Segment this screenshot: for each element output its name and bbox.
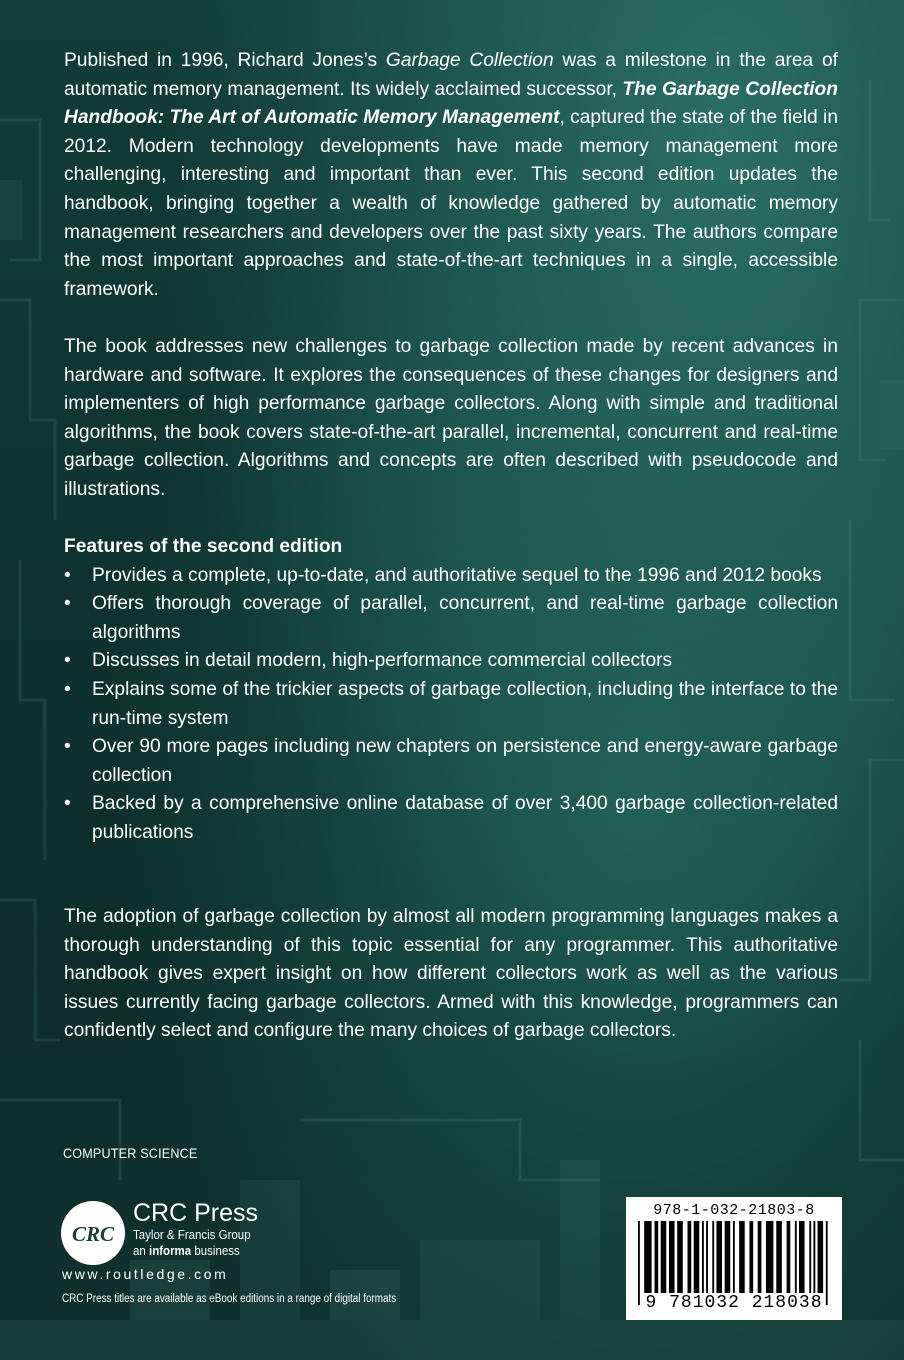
handbook-title: The Garbage Collection Handbook: The Art of Automatic Memory Management: [64, 78, 838, 129]
intro-text-end: , captured the state of the field in 2012. Modern technology developments have made memory management more challenging, interesting and important than ever. This second edition updates the handbook, bringing together a wealth of knowledge gathered by automatic memory management researchers and developers over the past sixty years. The authors compare the most important approaches and state-of-the-art techniques in a single, accessible framework.: [64, 107, 838, 300]
bullet-icon: •: [64, 793, 71, 815]
feature-item: [64, 733, 838, 790]
feature-item: [64, 790, 838, 847]
isbn-barcode: [626, 1197, 842, 1320]
challenges-paragraph: [64, 333, 838, 505]
business-suffix: business: [191, 1244, 240, 1258]
website-link[interactable]: www.routledge.com: [62, 1266, 229, 1282]
features-section: [64, 533, 838, 848]
closing-text: The adoption of garbage collection by almost all modern programming languages makes a thorough understanding of this topic essential for any programmer. This authoritative handbook gives expert insight on how different collectors work as well as the various issues currently facing garbage collectors. Armed with this knowledge, programmers can confidently select and configure the many choices of garbage collectors.: [64, 906, 838, 1042]
bullet-icon: •: [64, 650, 71, 672]
bullet-icon: •: [64, 736, 71, 758]
first-book-title: Garbage Collection: [385, 50, 554, 71]
features-list: [64, 562, 838, 848]
feature-text: Explains some of the trickier aspects of garbage collection, including the interface to the run-time system: [92, 678, 838, 729]
feature-item: [64, 647, 838, 676]
intro-text-middle: was a milestone in the area of automatic memory management. Its widely acclaimed successor,: [64, 50, 838, 100]
intro-text-start: Published in 1996, Richard Jones’s: [64, 50, 386, 71]
feature-text: Backed by a comprehensive online database of over 3,400 garbage collection-related publications: [92, 793, 838, 843]
ean-digits: 9 781032 218038: [645, 1293, 823, 1313]
bullet-icon: •: [64, 564, 71, 586]
ean-number: [626, 1293, 842, 1317]
feature-text: Provides a complete, up-to-date, and authoritative sequel to the 1996 and 2012 books: [92, 564, 822, 586]
publisher-block: [133, 1199, 261, 1259]
feature-text: Offers thorough coverage of parallel, concurrent, and real-time garbage collection algorithms: [92, 593, 838, 643]
crc-logo-icon: [60, 1200, 126, 1266]
feature-item: [64, 562, 838, 591]
business-prefix: an: [133, 1244, 149, 1258]
feature-item: [64, 676, 838, 733]
feature-item: [64, 590, 838, 647]
closing-paragraph: [64, 903, 838, 1046]
bullet-icon: •: [64, 593, 71, 615]
bullet-icon: •: [64, 678, 71, 700]
features-heading: Features of the second edition: [64, 536, 343, 557]
challenges-text: The book addresses new challenges to garbage collection made by recent advances in hardware and software. It explores the consequences of these changes for designers and implementers of high performance garbage collectors. Along with simple and traditional algorithms, the book covers state-of-the-art parallel, incremental, concurrent and real-time garbage collection. Algorithms and concepts are often described with pseudocode and illustrations.: [64, 336, 838, 500]
crc-logo-text: CRC: [71, 1222, 115, 1246]
publisher-group: Taylor & Francis Group: [133, 1228, 251, 1242]
feature-text: Over 90 more pages including new chapters on persistence and energy-aware garbage collection: [92, 736, 838, 786]
isbn-number: 978-1-032-21803-8: [653, 1202, 815, 1219]
business-name: informa: [148, 1244, 192, 1258]
feature-text: Discusses in detail modern, high-performance commercial collectors: [92, 650, 673, 672]
ebook-note: CRC Press titles are available as eBook editions in a range of digital formats: [62, 1293, 397, 1305]
publisher-business: [133, 1243, 251, 1259]
subject-category: COMPUTER SCIENCE: [63, 1145, 198, 1161]
intro-paragraph: [64, 47, 838, 304]
publisher-name: CRC Press: [133, 1199, 259, 1227]
